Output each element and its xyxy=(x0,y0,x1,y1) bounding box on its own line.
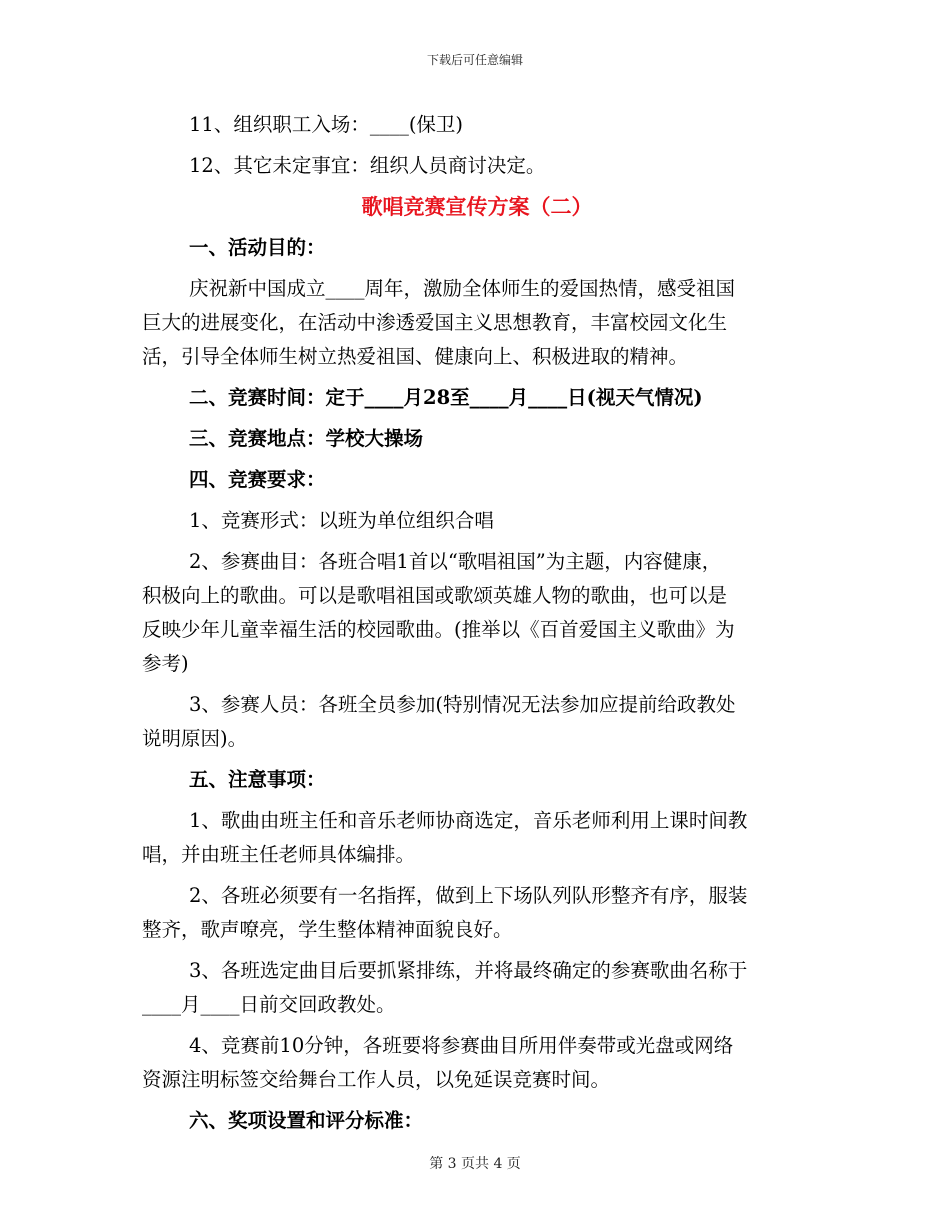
requirement-3 xyxy=(142,688,812,756)
paragraph-line: 唱，并由班主任老师具体编排。 xyxy=(142,843,416,866)
paragraph-line: 说明原因)。 xyxy=(142,727,248,750)
paragraph-line: 3、各班选定曲目后要抓紧排练，并将最终确定的参赛歌曲名称于 xyxy=(189,959,748,982)
document-title: 歌唱竞赛宣传方案（二） xyxy=(361,194,593,219)
paragraph-line: 庆祝新中国成立____周年，激励全体师生的爱国热情，感受祖国 xyxy=(189,277,736,300)
paragraph-line: 4、竞赛前10分钟，各班要将参赛曲目所用伴奏带或光盘或网络 xyxy=(189,1034,734,1057)
paragraph-line: 2、各班必须要有一名指挥，做到上下场队列队形整齐有序，服装 xyxy=(189,884,748,907)
paragraph-line: 参考) xyxy=(142,652,189,675)
paragraph-line: 整齐，歌声嘹亮，学生整体精神面貌良好。 xyxy=(142,918,513,941)
section-6-heading: 六、奖项设置和评分标准： xyxy=(189,1109,424,1132)
paragraph-line: ____月____日前交回政教处。 xyxy=(142,993,396,1016)
paragraph-line: 积极向上的歌曲。可以是歌唱祖国或歌颂英雄人物的歌曲，也可以是 xyxy=(142,584,728,607)
section-1-heading: 一、活动目的： xyxy=(189,236,326,259)
section-2-heading: 二、竞赛时间：定于____月28至____月____日(视天气情况) xyxy=(189,386,703,409)
paragraph-line: 3、参赛人员：各班全员参加(特别情况无法参加应提前给政教处 xyxy=(189,693,736,716)
note-1 xyxy=(142,804,812,872)
section-1-paragraph xyxy=(142,272,812,374)
section-5-heading: 五、注意事项： xyxy=(189,768,326,791)
section-4-heading: 四、竞赛要求： xyxy=(189,468,326,491)
section-3-heading: 三、竞赛地点：学校大操场 xyxy=(189,427,424,450)
item-12: 12、其它未定事宜：组织人员商讨决定。 xyxy=(189,154,546,177)
document-body xyxy=(142,108,812,1145)
paragraph-line: 1、歌曲由班主任和音乐老师协商选定，音乐老师利用上课时间教 xyxy=(189,809,748,832)
paragraph-line: 巨大的进展变化，在活动中渗透爱国主义思想教育，丰富校园文化生 xyxy=(142,311,728,334)
page-header: 下载后可任意编辑 xyxy=(426,53,523,67)
note-3 xyxy=(142,954,812,1022)
requirement-1: 1、竞赛形式：以班为单位组织合唱 xyxy=(189,509,494,532)
page-footer: 第 3 页共 4 页 xyxy=(429,1156,521,1172)
item-11: 11、组织职工入场：____(保卫) xyxy=(189,113,464,136)
paragraph-line: 反映少年儿童幸福生活的校园歌曲。(推举以《百首爱国主义歌曲》为 xyxy=(142,618,735,641)
requirement-2 xyxy=(142,545,812,681)
paragraph-line: 2、参赛曲目：各班合唱1首以“歌唱祖国”为主题，内容健康， xyxy=(189,550,722,573)
paragraph-line: 资源注明标签交给舞台工作人员，以免延误竞赛时间。 xyxy=(142,1068,611,1091)
note-2 xyxy=(142,879,812,947)
note-4 xyxy=(142,1029,812,1097)
paragraph-line: 活，引导全体师生树立热爱祖国、健康向上、积极进取的精神。 xyxy=(142,345,689,368)
